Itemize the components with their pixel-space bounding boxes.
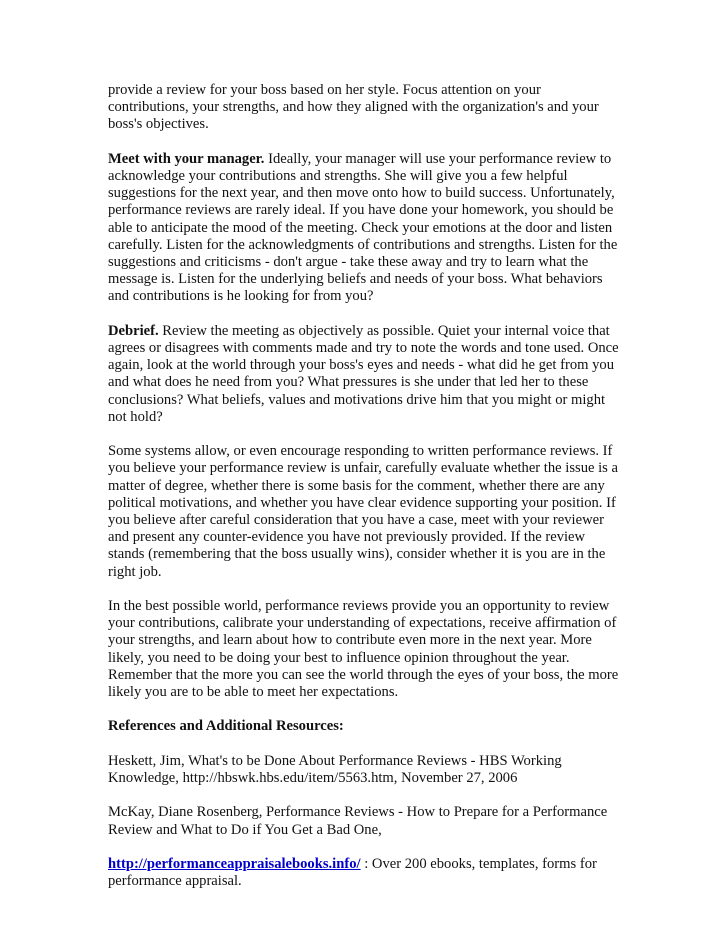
reference-heskett: Heskett, Jim, What's to be Done About Performance Reviews - HBS Working Knowledge, http://hbswk.hbs.edu/item/5563.htm, November 27, 2006 (108, 752, 562, 787)
document-page (108, 82, 622, 908)
systems-paragraph: Some systems allow, or even encourage responding to written performance reviews. If you believe your performance review is unfair, carefully evaluate whether the issue is a matter of degree, whether there is some basis for the comment, whether there are any political motivations, and whether you have clear evidence supporting your position. If you believe after careful consideration that you have a case, meet with your reviewer and present any counter-evidence you have not previously provided. If the review stands (remembering that the boss usually wins), consider whether it is you are in the right job. (108, 443, 618, 580)
ebooks-link[interactable]: http://performanceappraisalebooks.info/ (108, 856, 361, 873)
references-heading: References and Additional Resources: (108, 718, 344, 735)
intro-paragraph: provide a review for your boss based on her style. Focus attention on your contributions, your strengths, and how they aligned with the organization's and your boss's objectives. (108, 82, 599, 133)
meet-manager-paragraph (108, 151, 622, 306)
debrief-heading: Debrief. (108, 322, 159, 339)
meet-manager-text: Ideally, your manager will use your performance review to acknowledge your contributions and strengths. She will give you a few helpful suggestions for the next year, and then move onto how to build success. Unfortunately, performance reviews are rarely ideal. If you have done your homework, you should be able to anticipate the mood of the meeting. Check your emotions at the door and listen carefully. Listen for the acknowledgments of contributions and strengths. Listen for the suggestions and criticisms - don't argue - take these away and try to learn what the message is. Listen for the underlying beliefs and needs of your boss. What behaviors and contributions is he looking for from you? (108, 150, 618, 305)
best-world-paragraph: In the best possible world, performance reviews provide you an opportunity to review your contributions, calibrate your understanding of expectations, receive affirmation of your strengths, and learn about how to contribute even more in the next year. More likely, you need to be doing your best to influence opinion throughout the year. Remember that the more you can see the world through the eyes of your boss, the more likely you are to be able to meet her expectations. (108, 598, 619, 701)
ebooks-paragraph (108, 856, 622, 890)
debrief-paragraph (108, 323, 622, 426)
meet-manager-heading: Meet with your manager. (108, 150, 265, 167)
reference-mckay: McKay, Diane Rosenberg, Performance Reviews - How to Prepare for a Performance Review and What to Do if You Get a Bad One, (108, 804, 608, 838)
debrief-text: Review the meeting as objectively as possible. Quiet your internal voice that agrees or disagrees with comments made and try to note the words and tone used. Once again, look at the world through your boss's eyes and needs - what did he get from you and what does he need from you? What pressures is she under that led her to these conclusions? What beliefs, values and motivations drive him that you might or might not hold? (108, 322, 619, 425)
ebooks-description: : Over 200 ebooks, templates, forms for performance appraisal. (108, 856, 597, 890)
